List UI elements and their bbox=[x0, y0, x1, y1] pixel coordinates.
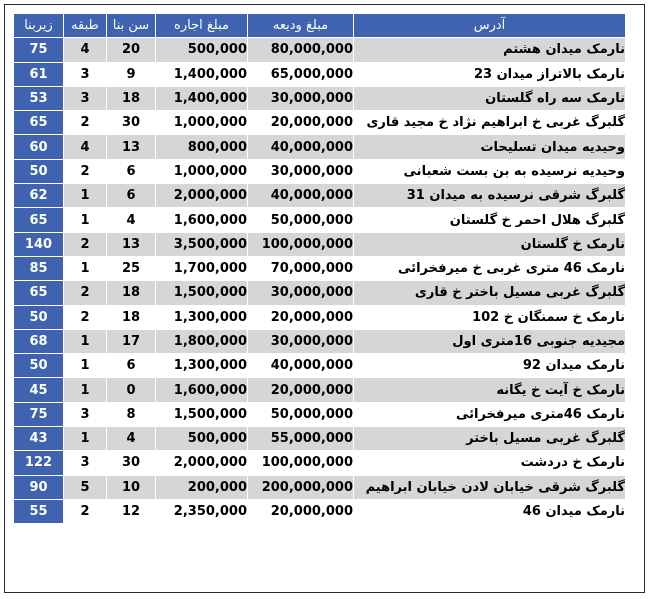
cell-floor: 2 bbox=[64, 281, 107, 305]
cell-floor: 4 bbox=[64, 38, 107, 62]
cell-rent: 3,500,000 bbox=[156, 232, 248, 256]
cell-address: نارمک 46 متری غربی خ میرفخرائی bbox=[354, 256, 626, 280]
cell-area: 68 bbox=[14, 329, 64, 353]
header-address: آدرس bbox=[354, 14, 626, 38]
cell-floor: 3 bbox=[64, 402, 107, 426]
cell-age: 6 bbox=[107, 184, 156, 208]
table-row bbox=[14, 184, 626, 208]
cell-rent: 1,800,000 bbox=[156, 329, 248, 353]
cell-area: 75 bbox=[14, 38, 64, 62]
rental-listing-table bbox=[13, 13, 626, 524]
cell-area: 53 bbox=[14, 86, 64, 110]
cell-floor: 1 bbox=[64, 184, 107, 208]
table-row bbox=[14, 208, 626, 232]
cell-floor: 1 bbox=[64, 256, 107, 280]
cell-deposit: 30,000,000 bbox=[248, 329, 354, 353]
cell-area: 75 bbox=[14, 402, 64, 426]
cell-rent: 800,000 bbox=[156, 135, 248, 159]
cell-deposit: 200,000,000 bbox=[248, 475, 354, 499]
table-row bbox=[14, 329, 626, 353]
table-row bbox=[14, 159, 626, 183]
cell-age: 12 bbox=[107, 499, 156, 523]
cell-address: نارمک میدان 92 bbox=[354, 354, 626, 378]
cell-address: نارمک خ دردشت bbox=[354, 451, 626, 475]
cell-address: گلبرگ غربی مسیل باختر خ قاری bbox=[354, 281, 626, 305]
cell-age: 9 bbox=[107, 62, 156, 86]
cell-address: مجیدیه جنوبی 16متری اول bbox=[354, 329, 626, 353]
cell-area: 50 bbox=[14, 354, 64, 378]
table-row bbox=[14, 427, 626, 451]
cell-address: نارمک بالاتراز میدان 23 bbox=[354, 62, 626, 86]
header-age: سن بنا bbox=[107, 14, 156, 38]
cell-rent: 1,400,000 bbox=[156, 86, 248, 110]
cell-area: 50 bbox=[14, 159, 64, 183]
header-area: زیربنا bbox=[14, 14, 64, 38]
cell-address: گلبرگ غربی خ ابراهیم نژاد خ مجید قاری bbox=[354, 111, 626, 135]
cell-age: 20 bbox=[107, 38, 156, 62]
cell-age: 18 bbox=[107, 281, 156, 305]
table-row bbox=[14, 281, 626, 305]
table-row bbox=[14, 305, 626, 329]
cell-floor: 2 bbox=[64, 499, 107, 523]
cell-age: 17 bbox=[107, 329, 156, 353]
cell-area: 90 bbox=[14, 475, 64, 499]
cell-rent: 1,300,000 bbox=[156, 305, 248, 329]
cell-area: 122 bbox=[14, 451, 64, 475]
cell-deposit: 30,000,000 bbox=[248, 159, 354, 183]
cell-area: 65 bbox=[14, 281, 64, 305]
table-row bbox=[14, 499, 626, 523]
cell-floor: 2 bbox=[64, 232, 107, 256]
table-row bbox=[14, 402, 626, 426]
table-row bbox=[14, 451, 626, 475]
cell-deposit: 30,000,000 bbox=[248, 281, 354, 305]
cell-deposit: 50,000,000 bbox=[248, 402, 354, 426]
cell-address: وحیدیه نرسیده به بن بست شعبانی bbox=[354, 159, 626, 183]
cell-rent: 2,350,000 bbox=[156, 499, 248, 523]
cell-address: نارمک 46متری میرفخرائی bbox=[354, 402, 626, 426]
cell-rent: 2,000,000 bbox=[156, 184, 248, 208]
cell-age: 30 bbox=[107, 451, 156, 475]
cell-rent: 1,600,000 bbox=[156, 378, 248, 402]
cell-floor: 2 bbox=[64, 305, 107, 329]
table-row bbox=[14, 475, 626, 499]
cell-rent: 1,400,000 bbox=[156, 62, 248, 86]
header-floor: طبقه bbox=[64, 14, 107, 38]
cell-rent: 500,000 bbox=[156, 427, 248, 451]
table-row bbox=[14, 38, 626, 62]
cell-area: 55 bbox=[14, 499, 64, 523]
cell-area: 65 bbox=[14, 111, 64, 135]
header-deposit: مبلغ ودیعه bbox=[248, 14, 354, 38]
cell-address: گلبرگ هلال احمر خ گلستان bbox=[354, 208, 626, 232]
cell-address: نارمک میدان 46 bbox=[354, 499, 626, 523]
cell-deposit: 100,000,000 bbox=[248, 232, 354, 256]
header-row bbox=[14, 14, 626, 38]
cell-age: 6 bbox=[107, 159, 156, 183]
cell-area: 62 bbox=[14, 184, 64, 208]
cell-age: 0 bbox=[107, 378, 156, 402]
cell-floor: 2 bbox=[64, 111, 107, 135]
header-rent: مبلغ اجاره bbox=[156, 14, 248, 38]
cell-age: 6 bbox=[107, 354, 156, 378]
cell-area: 140 bbox=[14, 232, 64, 256]
cell-age: 30 bbox=[107, 111, 156, 135]
table-row bbox=[14, 62, 626, 86]
cell-floor: 3 bbox=[64, 62, 107, 86]
cell-floor: 3 bbox=[64, 451, 107, 475]
cell-rent: 1,300,000 bbox=[156, 354, 248, 378]
cell-address: وحیدیه میدان تسلیحات bbox=[354, 135, 626, 159]
table-row bbox=[14, 86, 626, 110]
cell-area: 43 bbox=[14, 427, 64, 451]
cell-area: 61 bbox=[14, 62, 64, 86]
cell-rent: 1,000,000 bbox=[156, 159, 248, 183]
table-row bbox=[14, 378, 626, 402]
cell-rent: 1,600,000 bbox=[156, 208, 248, 232]
cell-rent: 1,500,000 bbox=[156, 281, 248, 305]
cell-area: 50 bbox=[14, 305, 64, 329]
cell-deposit: 40,000,000 bbox=[248, 184, 354, 208]
cell-floor: 1 bbox=[64, 427, 107, 451]
cell-age: 18 bbox=[107, 86, 156, 110]
cell-age: 4 bbox=[107, 427, 156, 451]
cell-deposit: 20,000,000 bbox=[248, 499, 354, 523]
cell-floor: 2 bbox=[64, 159, 107, 183]
table-row bbox=[14, 111, 626, 135]
cell-rent: 1,700,000 bbox=[156, 256, 248, 280]
cell-deposit: 65,000,000 bbox=[248, 62, 354, 86]
cell-deposit: 30,000,000 bbox=[248, 86, 354, 110]
cell-address: نارمک میدان هشتم bbox=[354, 38, 626, 62]
cell-floor: 1 bbox=[64, 329, 107, 353]
cell-rent: 200,000 bbox=[156, 475, 248, 499]
cell-address: نارمک خ آیت خ یگانه bbox=[354, 378, 626, 402]
cell-age: 13 bbox=[107, 232, 156, 256]
cell-address: گلبرگ غربی مسیل باختر bbox=[354, 427, 626, 451]
cell-deposit: 50,000,000 bbox=[248, 208, 354, 232]
cell-area: 85 bbox=[14, 256, 64, 280]
cell-age: 4 bbox=[107, 208, 156, 232]
cell-rent: 2,000,000 bbox=[156, 451, 248, 475]
cell-deposit: 80,000,000 bbox=[248, 38, 354, 62]
cell-floor: 3 bbox=[64, 86, 107, 110]
cell-deposit: 100,000,000 bbox=[248, 451, 354, 475]
cell-floor: 4 bbox=[64, 135, 107, 159]
cell-floor: 5 bbox=[64, 475, 107, 499]
cell-address: نارمک خ گلستان bbox=[354, 232, 626, 256]
cell-deposit: 20,000,000 bbox=[248, 305, 354, 329]
cell-area: 65 bbox=[14, 208, 64, 232]
cell-area: 60 bbox=[14, 135, 64, 159]
cell-floor: 1 bbox=[64, 378, 107, 402]
cell-deposit: 40,000,000 bbox=[248, 135, 354, 159]
cell-deposit: 20,000,000 bbox=[248, 111, 354, 135]
cell-rent: 1,000,000 bbox=[156, 111, 248, 135]
table-row bbox=[14, 354, 626, 378]
cell-address: گلبرگ شرقی نرسیده به میدان 31 bbox=[354, 184, 626, 208]
cell-deposit: 70,000,000 bbox=[248, 256, 354, 280]
cell-deposit: 40,000,000 bbox=[248, 354, 354, 378]
cell-deposit: 20,000,000 bbox=[248, 378, 354, 402]
table-row bbox=[14, 135, 626, 159]
table-row bbox=[14, 232, 626, 256]
cell-rent: 1,500,000 bbox=[156, 402, 248, 426]
cell-deposit: 55,000,000 bbox=[248, 427, 354, 451]
cell-rent: 500,000 bbox=[156, 38, 248, 62]
cell-age: 18 bbox=[107, 305, 156, 329]
cell-address: گلبرگ شرقی خیابان لادن خیابان ابراهیم bbox=[354, 475, 626, 499]
cell-age: 10 bbox=[107, 475, 156, 499]
table-row bbox=[14, 256, 626, 280]
cell-age: 13 bbox=[107, 135, 156, 159]
cell-floor: 1 bbox=[64, 354, 107, 378]
cell-address: نارمک خ سمنگان خ 102 bbox=[354, 305, 626, 329]
cell-area: 45 bbox=[14, 378, 64, 402]
cell-age: 25 bbox=[107, 256, 156, 280]
cell-address: نارمک سه راه گلستان bbox=[354, 86, 626, 110]
cell-age: 8 bbox=[107, 402, 156, 426]
cell-floor: 1 bbox=[64, 208, 107, 232]
